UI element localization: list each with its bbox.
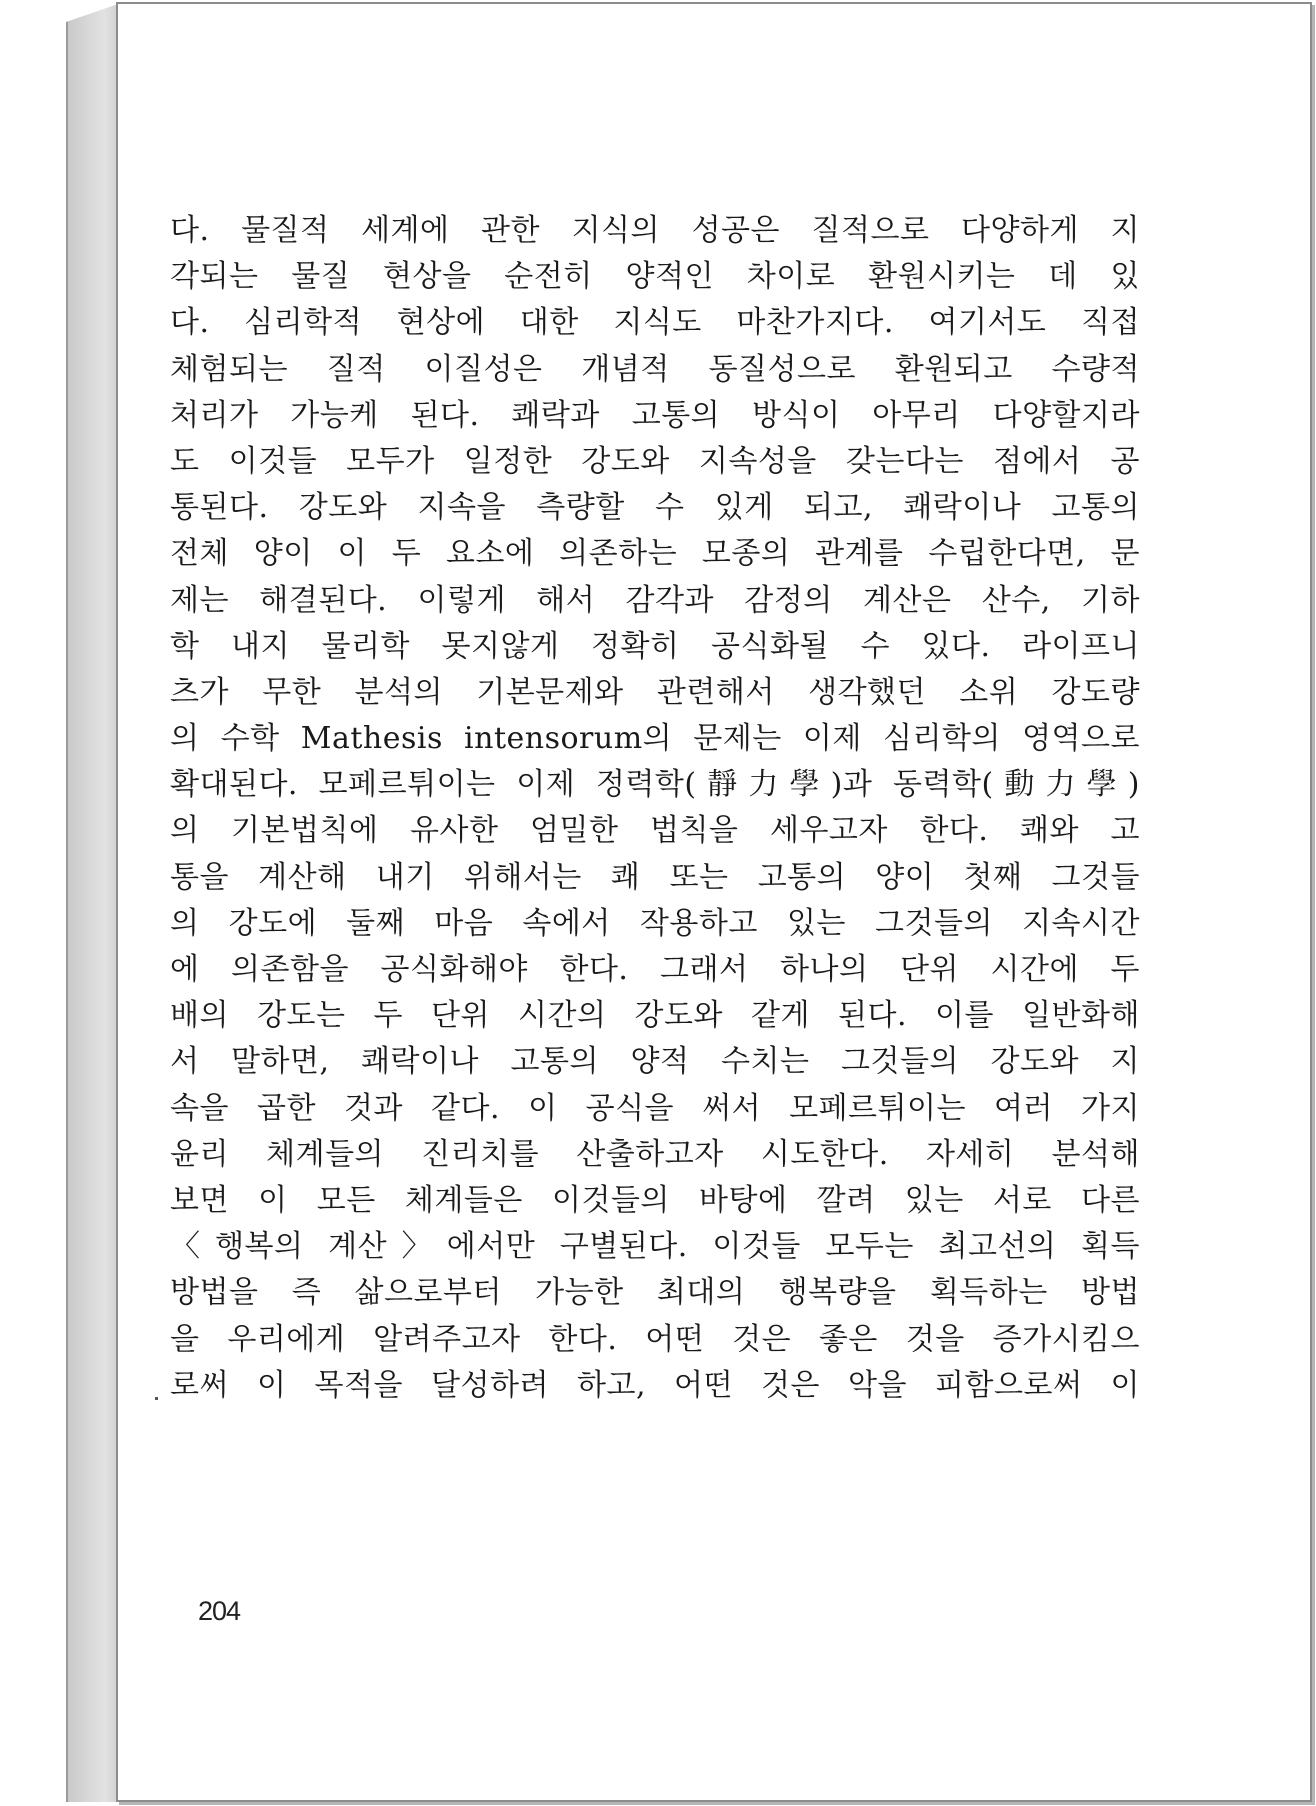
text-line: 확대된다. 모페르튀이는 이제 정력학(靜力學)과 동력학(動力學): [170, 767, 1140, 803]
body-text: [170, 208, 1140, 1409]
book-spine-top: [66, 4, 118, 22]
text-line: 에 의존함을 공식화해야 한다. 그래서 하나의 단위 시간에 두: [170, 952, 1140, 987]
text-line: 의 강도에 둘째 마음 속에서 작용하고 있는 그것들의 지속시간: [170, 905, 1140, 941]
text-line: 방법을 즉 삶으로부터 가능한 최대의 행복량을 획득하는 방법: [170, 1275, 1140, 1311]
text-line: 윤리 체계들의 진리치를 산출하고자 시도한다. 자세히 분석해: [170, 1136, 1140, 1172]
text-line: 전체 양이 이 두 요소에 의존하는 모종의 관계를 수립한다면, 문: [170, 536, 1140, 572]
page-number: 204: [198, 1596, 241, 1626]
text-line: 다. 심리학적 현상에 대한 지식도 마찬가지다. 여기서도 직접: [170, 305, 1140, 341]
text-line: 배의 강도는 두 단위 시간의 강도와 같게 된다. 이를 일반화해: [170, 998, 1140, 1034]
text-line: 츠가 무한 분석의 기본문제와 관련해서 생각했던 소위 강도량: [170, 674, 1140, 710]
text-line: 로써 이 목적을 달성하려 하고, 어떤 것은 악을 피함으로써 이: [170, 1367, 1140, 1403]
text-line: 을 우리에게 알려주고자 한다. 어떤 것은 좋은 것을 증가시킴으: [170, 1321, 1140, 1357]
text-line: 다. 물질적 세계에 관한 지식의 성공은 질적으로 다양하게 지: [170, 213, 1140, 248]
text-line: 의 수학 Mathesis intensorum의 문제는 이제 심리학의 영역으로: [170, 721, 1140, 757]
text-line: 체험되는 질적 이질성은 개념적 동질성으로 환원되고 수량적: [170, 351, 1140, 387]
text-line: 제는 해결된다. 이렇게 해서 감각과 감정의 계산은 산수, 기하: [170, 582, 1140, 618]
text-line: 서 말하면, 쾌락이나 고통의 양적 수치는 그것들의 강도와 지: [170, 1044, 1140, 1080]
text-line: 보면 이 모든 체계들은 이것들의 바탕에 깔려 있는 서로 다른: [170, 1182, 1140, 1218]
text-line: 각되는 물질 현상을 순전히 양적인 차이로 환원시키는 데 있: [170, 259, 1140, 295]
text-line: 통을 계산해 내기 위해서는 쾌 또는 고통의 양이 첫째 그것들: [170, 859, 1140, 895]
text-line: 속을 곱한 것과 같다. 이 공식을 써서 모페르튀이는 여러 가지: [170, 1090, 1140, 1126]
text-line: 학 내지 물리학 못지않게 정확히 공식화될 수 있다. 라이프니: [170, 628, 1140, 664]
text-line: 〈행복의 계산〉에서만 구별된다. 이것들 모두는 최고선의 획득: [170, 1229, 1140, 1265]
book-spine: [66, 4, 120, 1802]
text-line: 의 기본법칙에 유사한 엄밀한 법칙을 세우고자 한다. 쾌와 고: [170, 813, 1140, 849]
scan-dot: [155, 1397, 158, 1400]
text-line: 처리가 가능케 된다. 쾌락과 고통의 방식이 아무리 다양할지라: [170, 397, 1140, 433]
text-line: 통된다. 강도와 지속을 측량할 수 있게 되고, 쾌락이나 고통의: [170, 490, 1140, 526]
text-line: 도 이것들 모두가 일정한 강도와 지속성을 갖는다는 점에서 공: [170, 443, 1140, 479]
